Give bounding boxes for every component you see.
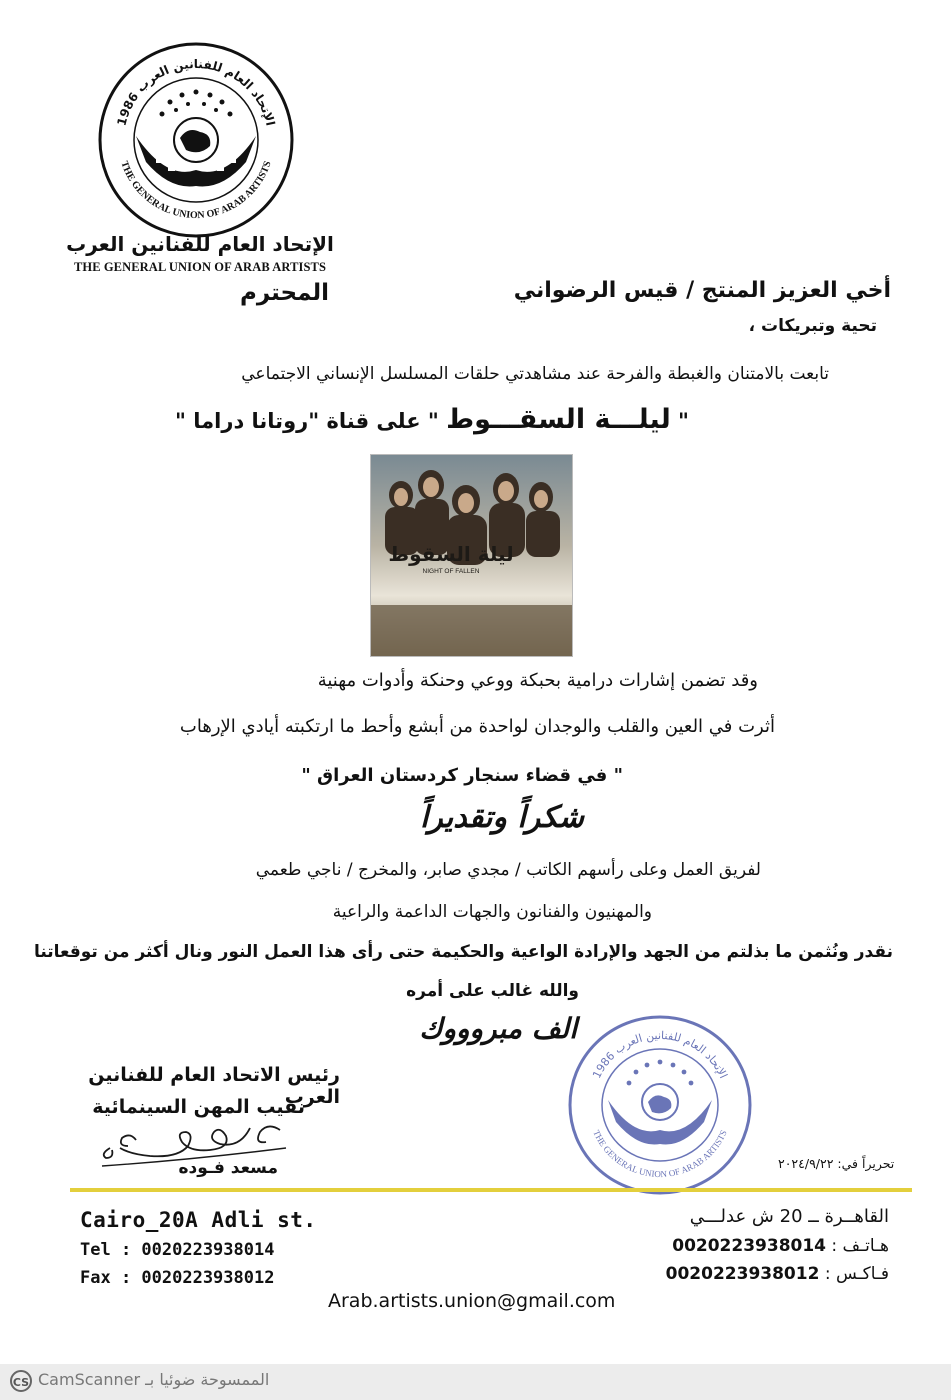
series-poster-image (370, 454, 573, 657)
greeting: تحية وتبريكات ، (748, 316, 877, 336)
union-name-english: THE GENERAL UNION OF ARAB ARTISTS (73, 260, 327, 274)
poster-title-en: NIGHT OF FALLEN (422, 568, 480, 575)
fax-arabic (666, 1264, 889, 1284)
scanner-watermark: CamScanner الممسوحة ضوئيا بـ (38, 1370, 270, 1389)
union-logo-icon (96, 40, 296, 240)
paragraph-5: والمهنيون والفنانون والجهات الداعمة والراعية (332, 902, 652, 922)
signatory-name: مسعد فـوده (178, 1158, 278, 1178)
footer-divider (70, 1188, 912, 1192)
poster-title-ar: ليلة السقوط (388, 542, 514, 566)
address-arabic: القاهــرة ــ 20 ش عدلـــي (689, 1206, 889, 1227)
fax-label: فـاكـس : (824, 1264, 889, 1284)
svg-text:الإتحاد العام للفنانين العرب 1: الإتحاد العام للفنانين العرب 1986 (114, 57, 278, 128)
address-english: Cairo_20A Adli st. (80, 1208, 317, 1232)
telephone-number[interactable]: 0020223938014 (672, 1236, 827, 1256)
official-stamp-icon (560, 1010, 760, 1200)
paragraph-2: وقد تضمن إشارات درامية بحبكة ووعي وحنكة وأدوات مهنية (317, 670, 758, 691)
paragraph-6: نقدر ونُثمن ما بذلتم من الجهد والإرادة الواعية والحكيمة حتى رأى هذا العمل النور ونال أكثر من توقعاتنا (33, 942, 893, 962)
svg-text:THE GENERAL UNION OF ARAB ARTI: THE GENERAL UNION OF ARAB ARTISTS (591, 1128, 729, 1180)
telephone-english: Tel : 0020223938014 (80, 1240, 275, 1260)
camscanner-logo-icon: CS (10, 1370, 32, 1392)
salutation: أخي العزيز المنتج / قيس الرضواني (513, 278, 891, 303)
telephone-arabic (672, 1236, 889, 1256)
series-channel: روتانا دراما (193, 409, 309, 433)
place-quote: " في قضاء سنجار كردستان العراق " (301, 765, 623, 786)
congratulations: الف مبروووك (419, 1012, 577, 1045)
issue-date: تحريراً في: ٢٠٢٤/٩/٢٢ (778, 1156, 895, 1171)
fax-number[interactable]: 0020223938012 (665, 1264, 820, 1284)
svg-text:THE GENERAL UNION OF ARAB ARTI: THE GENERAL UNION OF ARAB ARTISTS (118, 159, 274, 222)
paragraph-3: أثرت في العين والقلب والوجدان لواحدة من أبشع وأحط ما ارتكبته أيادي الإرهاب (179, 716, 775, 737)
fax-english: Fax : 0020223938012 (80, 1268, 275, 1288)
series-title: ليلـــة السقـــوط (446, 404, 671, 435)
union-name-arabic: الإتحاد العام للفنانين العرب (66, 232, 334, 256)
telephone-label: هـاتـف : (831, 1236, 889, 1256)
series-open-quote: " (678, 409, 689, 433)
paragraph-1: تابعت بالامتنان والغبطة والفرحة عند مشاهدتي حلقات المسلسل الإنساني الاجتماعي (241, 364, 829, 384)
honorific: المحترم (240, 280, 330, 306)
svg-text:الإتحاد العام للفنانين العرب 1: الإتحاد العام للفنانين العرب 1986 (590, 1028, 730, 1081)
email-link[interactable]: Arab.artists.union@gmail.com (328, 1290, 616, 1312)
thanks-heading: شكراً وتقديراً (419, 800, 584, 835)
paragraph-4: لفريق العمل وعلى رأسهم الكاتب / مجدي صابر، والمخرج / ناجي طعمي (255, 860, 761, 880)
signatory-title-2: نقيب المهن السينمائية (92, 1096, 305, 1118)
blessing: والله غالب على أمره (406, 981, 579, 1001)
signatory-title-1: رئيس الاتحاد العام للفنانين العرب (88, 1064, 340, 1108)
series-channel-prefix: " على قناة " (308, 409, 439, 433)
series-close-quote: " (175, 409, 186, 433)
series-line (175, 404, 689, 435)
